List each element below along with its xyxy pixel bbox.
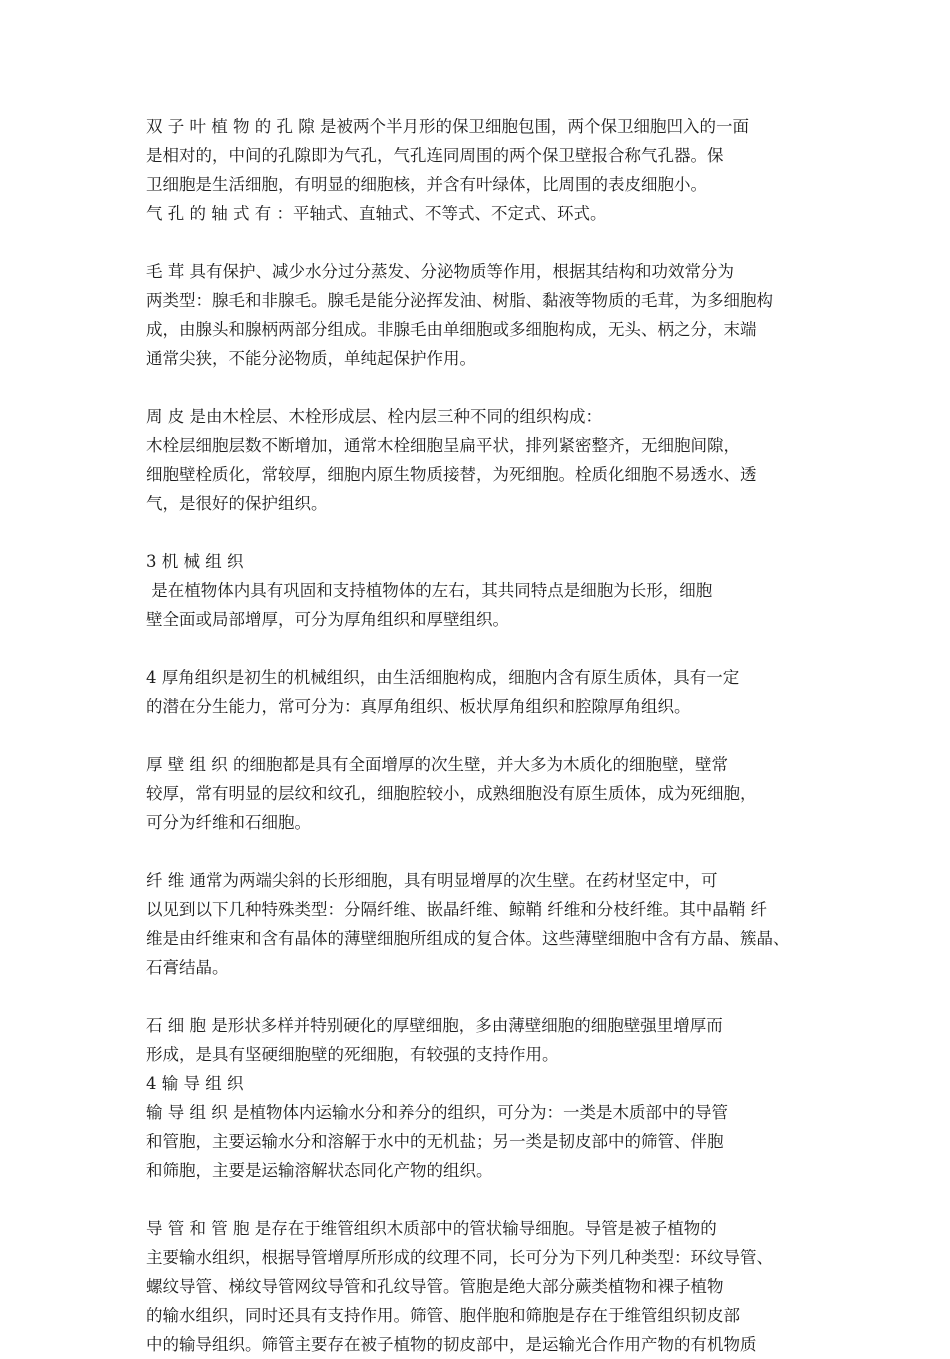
paragraph-sclereids-conducting <box>146 1011 816 1185</box>
text-line: 的潜在分生能力，常可分为：真厚角组织、板状厚角组织和腔隙厚角组织。 <box>146 697 691 716</box>
text-line: 两类型：腺毛和非腺毛。腺毛是能分泌挥发油、树脂、黏液等物质的毛茸，为多细胞构 <box>146 291 773 310</box>
paragraph-stomata <box>146 112 816 228</box>
paragraph-sclerenchyma <box>146 750 816 837</box>
text-line: 的输水组织，同时还具有支持作用。筛管、胞伴胞和筛胞是存在于维管组织韧皮部 <box>146 1306 740 1325</box>
text-line: 双 子 叶 植 物 的 孔 隙 是被两个半月形的保卫细胞包围，两个保卫细胞凹入的一面 <box>146 117 749 136</box>
text-line: 输 导 组 织 是植物体内运输水分和养分的组织，可分为：一类是木质部中的导管 <box>146 1103 728 1122</box>
text-line: 和管胞，主要运输水分和溶解于水中的无机盐；另一类是韧皮部中的筛管、伴胞 <box>146 1132 724 1151</box>
text-line: 纤 维 通常为两端尖斜的长形细胞，具有明显增厚的次生壁。在药材坚定中，可 <box>146 871 718 890</box>
text-line: 石 细 胞 是形状多样并特别硬化的厚壁细胞，多由薄壁细胞的细胞壁强里增厚而 <box>146 1016 723 1035</box>
section-heading: 3 机 械 组 织 <box>146 552 244 571</box>
text-line: 壁全面或局部增厚，可分为厚角组织和厚壁组织。 <box>146 610 509 629</box>
text-line: 维是由纤维束和含有晶体的薄壁细胞所组成的复合体。这些薄壁细胞中含有方晶、簇晶、 <box>146 929 790 948</box>
document-body <box>146 112 816 1359</box>
text-line: 厚 壁 组 织 的细胞都是具有全面增厚的次生壁，并大多为木质化的细胞壁，壁常 <box>146 755 728 774</box>
text-line: 周 皮 是由木栓层、木栓形成层、栓内层三种不同的组织构成： <box>146 407 602 426</box>
text-line: 主要输水组织，根据导管增厚所形成的纹理不同，长可分为下列几种类型：环纹导管、 <box>146 1248 773 1267</box>
paragraph-trichomes <box>146 257 816 373</box>
text-line: 气，是很好的保护组织。 <box>146 494 328 513</box>
paragraph-periderm <box>146 402 816 518</box>
text-line: 中的输导组织。筛管主要存在被子植物的韧皮部中，是运输光合作用产物的有机物质 <box>146 1335 757 1354</box>
text-line: 可分为纤维和石细胞。 <box>146 813 311 832</box>
text-line: 是相对的，中间的孔隙即为气孔，气孔连同周围的两个保卫壁报合称气孔器。保 <box>146 146 724 165</box>
text-line: 石膏结晶。 <box>146 958 229 977</box>
text-line: 和筛胞，主要是运输溶解状态同化产物的组织。 <box>146 1161 493 1180</box>
text-line: 木栓层细胞层数不断增加，通常木栓细胞呈扁平状，排列紧密整齐，无细胞间隙， <box>146 436 740 455</box>
text-line: 螺纹导管、梯纹导管网纹导管和孔纹导管。管胞是绝大部分蕨类植物和裸子植物 <box>146 1277 724 1296</box>
paragraph-fibers <box>146 866 816 982</box>
text-line: 形成，是具有坚硬细胞壁的死细胞，有较强的支持作用。 <box>146 1045 559 1064</box>
text-line: 以见到以下几种特殊类型：分隔纤维、嵌晶纤维、鲸鞘 纤维和分枝纤维。其中晶鞘 纤 <box>146 900 767 919</box>
text-line: 细胞壁栓质化，常较厚，细胞内原生物质接替，为死细胞。栓质化细胞不易透水、透 <box>146 465 757 484</box>
text-line: 4 厚角组织是初生的机械组织，由生活细胞构成，细胞内含有原生质体，具有一定 <box>146 668 740 687</box>
text-line: 毛 茸 具有保护、减少水分过分蒸发、分泌物质等作用，根据其结构和功效常分为 <box>146 262 734 281</box>
text-line: 较厚，常有明显的层纹和纹孔，细胞腔较小，成熟细胞没有原生质体，成为死细胞， <box>146 784 757 803</box>
text-line: 卫细胞是生活细胞，有明显的细胞核，并含有叶绿体，比周围的表皮细胞小。 <box>146 175 707 194</box>
text-line: 成，由腺头和腺柄两部分组成。非腺毛由单细胞或多细胞构成，无头、柄之分，末端 <box>146 320 757 339</box>
text-line: 是在植物体内具有巩固和支持植物体的左右，其共同特点是细胞为长形，细胞 <box>146 581 713 600</box>
paragraph-collenchyma <box>146 663 816 721</box>
text-line: 气 孔 的 轴 式 有 ：平轴式、直轴式、不等式、不定式、环式。 <box>146 204 607 223</box>
text-line: 通常尖狭，不能分泌物质，单纯起保护作用。 <box>146 349 476 368</box>
paragraph-mechanical-tissue <box>146 547 816 634</box>
paragraph-vessels-tracheids <box>146 1214 816 1359</box>
text-line: 导 管 和 管 胞 是存在于维管组织木质部中的管状输导细胞。导管是被子植物的 <box>146 1219 717 1238</box>
section-heading: 4 输 导 组 织 <box>146 1074 244 1093</box>
